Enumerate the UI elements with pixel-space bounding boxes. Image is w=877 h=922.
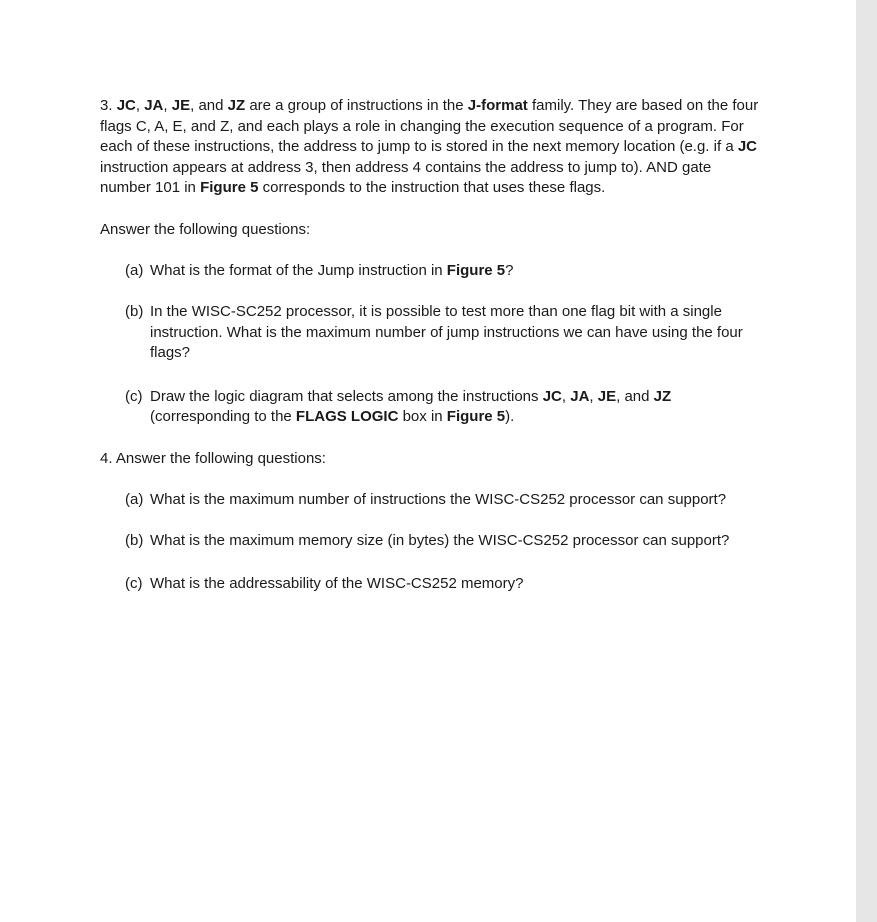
- question-3-number: 3.: [100, 97, 113, 114]
- question-3c: [100, 387, 760, 428]
- text-segment: (corresponding to the: [150, 408, 296, 426]
- question-4a: [100, 490, 760, 511]
- document-content: [100, 96, 760, 616]
- instruction-ja: JA: [570, 387, 590, 405]
- question-3a: [100, 261, 760, 282]
- text-segment: corresponds to the instruction that uses these flags.: [258, 179, 606, 197]
- text-segment: ,: [163, 97, 172, 114]
- instruction-je: JE: [597, 387, 617, 405]
- text-segment: What is the maximum number of instructions the WISC-CS252 processor can support?: [150, 490, 727, 508]
- text-segment: ,: [561, 387, 571, 405]
- text-segment: ?: [505, 261, 514, 279]
- j-format-term: J-format: [467, 97, 528, 114]
- question-3b: [100, 302, 760, 364]
- vertical-scrollbar[interactable]: [856, 0, 877, 922]
- flags-logic-term: FLAGS LOGIC: [295, 408, 399, 426]
- question-4-title: 4. Answer the following questions:: [100, 449, 326, 467]
- question-3-prompt: Answer the following questions:: [100, 220, 311, 238]
- instruction-jz: JZ: [653, 387, 672, 405]
- text-segment: , and: [190, 97, 228, 114]
- item-label: (b): [125, 531, 144, 549]
- question-4c: [100, 574, 760, 595]
- text-segment: , and: [616, 387, 654, 405]
- text-segment: ,: [135, 97, 145, 114]
- item-label: (a): [125, 261, 144, 279]
- instruction-je: JE: [171, 97, 191, 114]
- question-3-intro: [100, 96, 760, 199]
- instruction-jc: JC: [542, 387, 562, 405]
- text-segment: Draw the logic diagram that selects among the instructions: [150, 387, 543, 405]
- item-label: (b): [125, 302, 144, 320]
- question-4b: [100, 531, 760, 552]
- figure-reference: Figure 5: [200, 179, 259, 197]
- item-label: (a): [125, 490, 144, 508]
- text-segment: box in: [398, 408, 447, 426]
- text-segment: What is the maximum memory size (in bytes) the WISC-CS252 processor can support?: [150, 531, 730, 549]
- instruction-jc: JC: [737, 138, 758, 156]
- instruction-jc: JC: [116, 97, 136, 114]
- item-label: (c): [125, 575, 143, 593]
- text-segment: In the WISC-SC252 processor, it is possible to test more than one flag bit with a single instruction. What is the maximum number of jump instructions we can have using the four flags?: [150, 302, 743, 362]
- figure-reference: Figure 5: [446, 408, 506, 426]
- text-segment: ,: [589, 387, 598, 405]
- item-label: (c): [125, 387, 143, 405]
- instruction-jz: JZ: [227, 97, 246, 114]
- text-segment: ).: [505, 408, 515, 426]
- text-segment: What is the addressability of the WISC-CS252 memory?: [150, 575, 524, 593]
- text-segment: instruction appears at address 3, then address 4 contains the address to jump to). AND gate number 101 in: [100, 158, 712, 197]
- text-segment: are a group of instructions in the: [245, 97, 468, 114]
- figure-reference: Figure 5: [446, 261, 506, 279]
- instruction-ja: JA: [144, 97, 164, 114]
- text-segment: family. They are based on the four flags C, A, E, and Z, and each plays a role in changing the execution sequence of a program. For each of these instructions, the address to jump to is stored in the next memory location (e.g. if a: [100, 97, 759, 156]
- text-segment: What is the format of the Jump instruction in: [150, 261, 447, 279]
